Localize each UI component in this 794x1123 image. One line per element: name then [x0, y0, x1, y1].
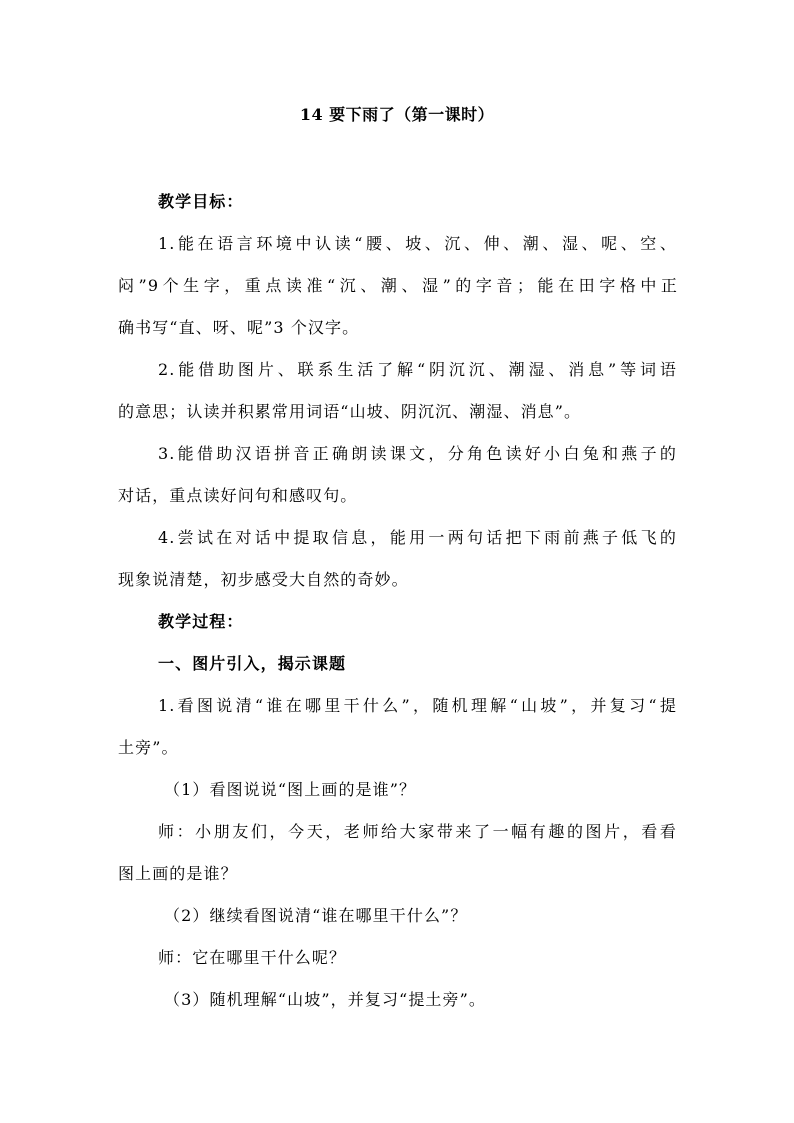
- goal-1-line-3: 确书写“直、呀、呢”3 个汉字。: [118, 318, 360, 337]
- sub-step-2: （2）继续看图说清“谁在哪里干什么”？: [164, 906, 468, 925]
- goal-2-line-1: 2.能借助图片、联系生活了解“阴沉沉、潮湿、消息”等词语: [158, 360, 677, 379]
- goal-4-line-1: 4.尝试在对话中提取信息，能用一两句话把下雨前燕子低飞的: [158, 528, 677, 547]
- goal-1-line-2: 闷”9个生字，重点读准“沉、潮、湿”的字音；能在田字格中正: [118, 276, 678, 295]
- goal-4-line-2: 现象说清楚，初步感受大自然的奇妙。: [118, 570, 409, 589]
- sub-step-1: （1）看图说说“图上画的是谁”？: [164, 780, 417, 799]
- goal-3-line-2: 对话，重点读好问句和感叹句。: [118, 486, 358, 505]
- document-title: 14 要下雨了（第一课时）: [299, 105, 495, 124]
- step-1-line-1: 1.看图说清“谁在哪里干什么”，随机理解“山坡”，并复习“提: [158, 696, 677, 715]
- process-heading: 教学过程：: [158, 612, 244, 631]
- goal-2-line-2: 的意思；认读并积累常用词语“山坡、阴沉沉、潮湿、消息”。: [118, 402, 582, 421]
- step-1-line-2: 土旁”。: [118, 738, 179, 757]
- teacher-line-1-b: 图上画的是谁？: [118, 864, 238, 883]
- goal-3-line-1: 3.能借助汉语拼音正确朗读课文，分角色读好小白兔和燕子的: [158, 444, 677, 463]
- goals-heading: 教学目标：: [158, 192, 244, 211]
- sub-step-3: （3）随机理解“山坡”，并复习“提土旁”。: [164, 990, 486, 1009]
- part-1-heading: 一、图片引入，揭示课题: [158, 654, 347, 673]
- teacher-line-2: 师：它在哪里干什么呢？: [158, 948, 347, 967]
- goal-1-line-1: 1.能在语言环境中认读“腰、坡、沉、伸、潮、湿、呢、空、: [158, 234, 677, 253]
- teacher-line-1-a: 师：小朋友们，今天，老师给大家带来了一幅有趣的图片，看看: [158, 822, 677, 841]
